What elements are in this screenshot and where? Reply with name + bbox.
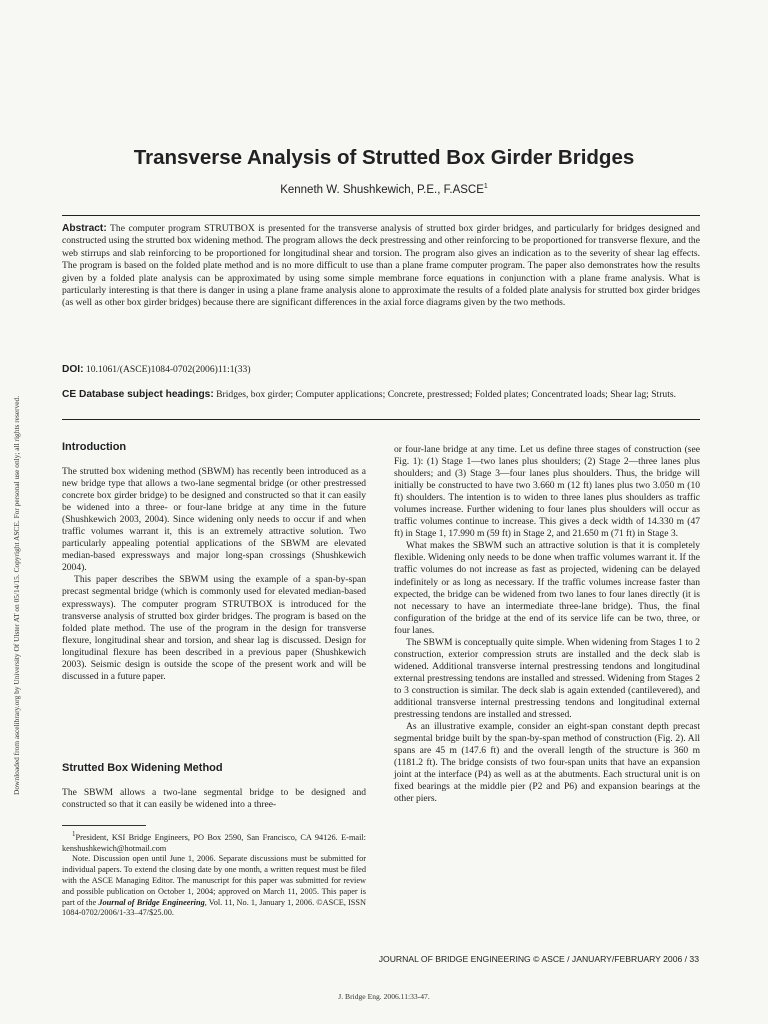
doi-label: DOI: <box>62 364 84 375</box>
author-footnote-mark: 1 <box>483 183 488 190</box>
journal-name: Journal of Bridge Engineering <box>98 897 205 907</box>
journal-footer: JOURNAL OF BRIDGE ENGINEERING © ASCE / JANUARY/FEBRUARY 2006 / 33 <box>378 954 699 964</box>
paragraph: or four-lane bridge at any time. Let us define three stages of construction (see Fig. 1): (1) Stage 1—two lanes plus shoulders; (2) Stage 2—three lanes plus shoulders; and (3) Stage 3—four lanes plus shoulders. Thus, the bridge will initially be constructed to have two 3.660 m (12 ft) lanes plus two 3.050 m (10 ft) shoulders. The intention is to widen to three lanes plus shoulders as traffic volumes increase. Further widening to four lanes plus shoulders will occur as traffic volumes continue to increase. This gives a deck width of 14.330 m (47 ft) in Stage 1, 17.990 m (59 ft) in Stage 2, and 21.650 m (71 ft) in Stage 3. <box>394 444 700 540</box>
paragraph: The SBWM allows a two-lane segmental bridge to be designed and constructed so that it can easily be widened into a three- <box>62 787 366 811</box>
sbwm-heading: Strutted Box Widening Method <box>62 762 223 774</box>
subject-headings-label: CE Database subject headings: <box>62 389 214 400</box>
author-name: Kenneth W. Shushkewich, P.E., F.ASCE <box>280 183 484 196</box>
paragraph: The strutted box widening method (SBWM) has recently been introduced as a new bridge type that allows a two-lane segmental bridge (or other prestressed concrete box girder bridge) to be designed and constructed so that it can easily be widened into a three- or four-lane bridge at any time in the future (Shushkewich 2003, 2004). Since widening only needs to occur if and when traffic volumes warrant it, this is an extremely attractive solution. Two particularly appealing potential applications of the SBWM are elevated median-based expressways and major long-span crossings (Shushkewich 2004). <box>62 466 366 574</box>
doi <box>62 364 700 375</box>
discussion-note: Note. Discussion open until June 1, 2006. Separate discussions must be submitted for individual papers. To extend the closing date by one month, a written request must be filed with the ASCE Managing Editor. The manuscript for this paper was submitted for review and possible publication on October 1, 2004; approved on March 11, 2005. This paper is part of the Journal of Bridge Engineering, Vol. 11, No. 1, January 1, 2006. ©ASCE, ISSN 1084-0702/2006/1-33–47/$25.00. <box>62 854 366 918</box>
paragraph: The SBWM is conceptually quite simple. When widening from Stages 1 to 2 construction, exterior compression struts are installed and the deck slab is widened. Additional transverse internal prestressing tendons and longitudinal external prestressing tendons are installed and stressed. Widening from Stages 2 to 3 construction is similar. The deck slab is again extended (cantilevered), and additional transverse internal prestressing tendons and longitudinal external prestressing tendons are installed and stressed. <box>394 636 700 721</box>
introduction-heading: Introduction <box>62 441 127 453</box>
paragraph: As an illustrative example, consider an eight-span constant depth precast segmental bridge built by the span-by-span method of construction (Fig. 2). All spans are 45 m (147.6 ft) and the overall length of the structure is 360 m (1181.2 ft). The bridge consists of two four-span units that have an expansion joint at the interface (P4) as well as at the abutments. Each structural unit is on fixed bearings at the middle pier (P2 and P6) and expansion bearings at the other piers. <box>394 721 700 805</box>
abstract-text: The computer program STRUTBOX is presented for the transverse analysis of strutted box girder bridges, and particularly for bridges designed and constructed using the strutted box widening method. The program allows the deck prestressing and other reinforcing to be proportioned for transverse flexure, and the web stirrups and slab reinforcing to be proportioned for longitudinal shear and torsion. The program also gives an indication as to the severity of shear lag effects. The program is based on the folded plate method and is no more difficult to use than a plane frame computer program. The paper also demonstrates how the results given by a folded plate analysis can be approximated by using some simple membrane force equations in conjunction with a plane frame analysis. What is particularly interesting is that there is danger in using a plane frame analysis alone to approximate the results of a folded plate analysis for strutted box girder bridges (as well as other box girder bridges) because there are significant differences in the axial force diagrams given by the two methods. <box>62 223 700 309</box>
footnote-mark: 1 <box>72 831 76 838</box>
abstract-top-rule <box>62 215 700 216</box>
footnote-rule <box>62 825 146 826</box>
paragraph: What makes the SBWM such an attractive solution is that it is completely flexible. Widening only needs to be done when traffic volumes warrant it. If the traffic volumes do not increase as fast as projected, widening can be delayed indefinitely or as long as necessary. If the traffic volumes increase faster than expected, the bridge can be widened from two lanes to four lanes directly (it is not necessary to have an intermediate three-lane bridge). Thus, the final configuration of the bridge at the end of its service life can be two, three, or four lanes. <box>394 540 700 636</box>
introduction-body <box>62 466 366 683</box>
paragraph: This paper describes the SBWM using the example of a span-by-span precast segmental bridge (which is commonly used for elevated median-based expressways). The computer program STRUTBOX is introduced for the transverse analysis of strutted box girder bridges. The program is based on the folded plate method. The use of the program in the design for transverse flexure, longitudinal shear and torsion, and shear lag is discussed. Design for longitudinal flexure has been described in a previous paper (Shushkewich 2003). Seismic design is outside the scope of the present work and will be discussed in a future paper. <box>62 574 366 682</box>
abstract <box>62 223 700 310</box>
doi-text: 10.1061/(ASCE)1084-0702(2006)11:1(33) <box>85 364 251 375</box>
subject-headings-text: Bridges, box girder; Computer applications; Concrete, prestressed; Folded plates; Concentrated loads; Shear lag; Struts. <box>216 389 677 400</box>
subject-headings <box>62 389 700 401</box>
paper-title: Transverse Analysis of Strutted Box Girder Bridges <box>133 146 635 169</box>
footnotes <box>62 830 366 919</box>
author-line <box>0 183 768 196</box>
right-column-body <box>394 444 700 805</box>
citation-line: J. Bridge Eng. 2006.11:33-47. <box>338 992 430 1001</box>
download-notice: Downloaded from ascelibrary.org by University Of Ulster AT on 05/14/15. Copyright ASCE. For personal use only; all rights reserved. <box>12 395 21 795</box>
abstract-bottom-rule <box>62 419 700 420</box>
sbwm-body <box>62 787 366 811</box>
author-affiliation-footnote: $^1$President, KSI Bridge Engineers, PO Box 2590, San Francisco, CA 94126. E-mail: kenshushkewich@hotmail.com <box>62 831 366 853</box>
abstract-label: Abstract: <box>62 223 107 234</box>
